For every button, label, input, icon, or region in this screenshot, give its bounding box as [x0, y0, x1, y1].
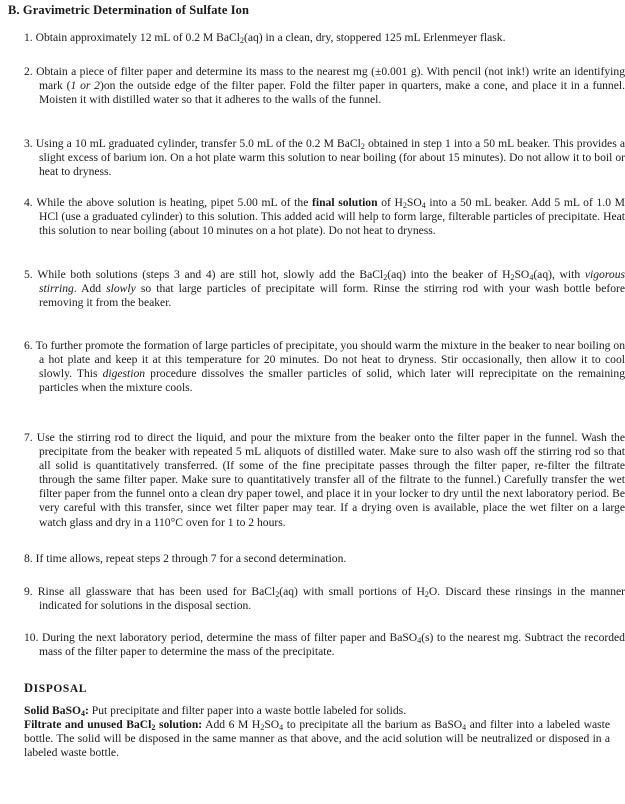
step-number: 7. [24, 431, 33, 444]
disposal-filtrate: Filtrate and unused BaCl$_2$ solution: Add 6 M $H_2SO_4$ to precipitate all the barium as BaSO$_4$ and filter into a labeled waste bottle. The solid will be disposed in the same manner as that above, and the acid solution will be neutralized or disposed in a labeled waste bottle. [24, 718, 611, 760]
step-3: 3. Using a 10 mL graduated cylinder, transfer 5.0 mL of the 0.2 M BaCl$_2$ obtained in step 1 into a 50 mL beaker. This provides a slight excess of barium ion. On a hot plate warm this solution to near boiling (for about 15 minutes). Do not allow it to boil or heat to dryness. [24, 137, 625, 179]
disposal-solid: Solid BaSO$_4$: Put precipitate and filter paper into a waste bottle labeled for solids. [24, 704, 407, 718]
disposal-heading: DISPOSAL [24, 681, 88, 695]
step-10: 10. During the next laboratory period, determine the mass of filter paper and BaSO$_4$(s) to the nearest mg. Subtract the recorded mass of the filter paper to determine the mass of the precipitate. [24, 631, 625, 659]
step-7: 7. Use the stirring rod to direct the liquid, and pour the mixture from the beaker onto the filter paper in the funnel. Wash the precipitate from the beaker with repeated 5 mL aliquots of distilled water. Make sure to also wash off the stirring rod so that all solid is quantitatively transferred. (If some of the fine precipitate passes through the filter paper, re-filter the filtrate through the same filter paper. Make sure to quantitatively transfer all of the filtrate to the funnel.) Carefully transfer the wet filter paper from the funnel onto a clean dry paper towel, and place it in your locker to dry until the next laboratory period. Be very careful with this transfer, since wet filter paper may tear. If a drying oven is available, place the wet filter on a large watch glass and dry in a 110°C oven for 1 to 2 hours. [24, 431, 625, 529]
step-number: 5. [24, 268, 33, 281]
step-6: 6. To further promote the formation of large particles of precipitate, you should warm the mixture in the beaker to near boiling on a hot plate and keep it at this temperature for 20 minutes. Do not heat to dryness. Stir occasionally, then allow it to cool slowly. This digestion procedure dissolves the smaller particles of solid, which later will reprecipitate on the remaining particles when the mixture cools. [24, 339, 625, 395]
step-number: 9. [24, 585, 33, 598]
step-2: 2. Obtain a piece of filter paper and determine its mass to the nearest mg (±0.001 g). With pencil (not ink!) write an identifying mark (1 or 2)on the outside edge of the filter paper. Fold the filter paper in quarters, make a cone, and place it in a funnel. Moisten it with distilled water so that it adheres to the walls of the funnel. [24, 65, 625, 107]
step-9: 9. Rinse all glassware that has been used for BaCl$_2$(aq) with small portions of $H_2O$. Discard these rinsings in the manner indicated for solutions in the disposal section. [24, 585, 625, 613]
step-number: 4. [24, 196, 33, 209]
step-5: 5. While both solutions (steps 3 and 4) are still hot, slowly add the BaCl$_2$(aq) into the beaker of $H_2SO_4(aq)$, with vigorous stirring. Add slowly so that large particles of precipitate will form. Rinse the stirring rod with your wash bottle before removing it from the beaker. [24, 268, 625, 310]
step-number: 8. [24, 552, 33, 565]
solid-label: Solid BaSO$_4$: [24, 704, 89, 718]
step-number: 2. [24, 65, 33, 78]
filtrate-label: Filtrate and unused BaCl$_2$ solution: [24, 718, 203, 732]
step-number: 3. [24, 137, 33, 150]
step-1: 1. Obtain approximately 12 mL of 0.2 M BaCl$_2$(aq) in a clean, dry, stoppered 125 mL Erlenmeyer flask. [24, 31, 506, 45]
step-4: 4. While the above solution is heating, pipet 5.00 mL of the final solution of $H_2SO_4$ into a 50 mL beaker. Add 5 mL of 1.0 M HCl (use a graduated cylinder) to this solution. This added acid will help to form large, filterable particles of precipitate. Heat this solution to near boiling (about 10 minutes on a hot plate). Do not heat to dryness. [24, 196, 625, 238]
step-8: 8. If time allows, repeat steps 2 through 7 for a second determination. [24, 552, 347, 565]
step-number: 6. [24, 339, 33, 352]
section-heading: B. Gravimetric Determination of Sulfate Ion [8, 3, 250, 17]
step-number: 10. [24, 631, 39, 644]
step-number: 1. [24, 31, 33, 44]
